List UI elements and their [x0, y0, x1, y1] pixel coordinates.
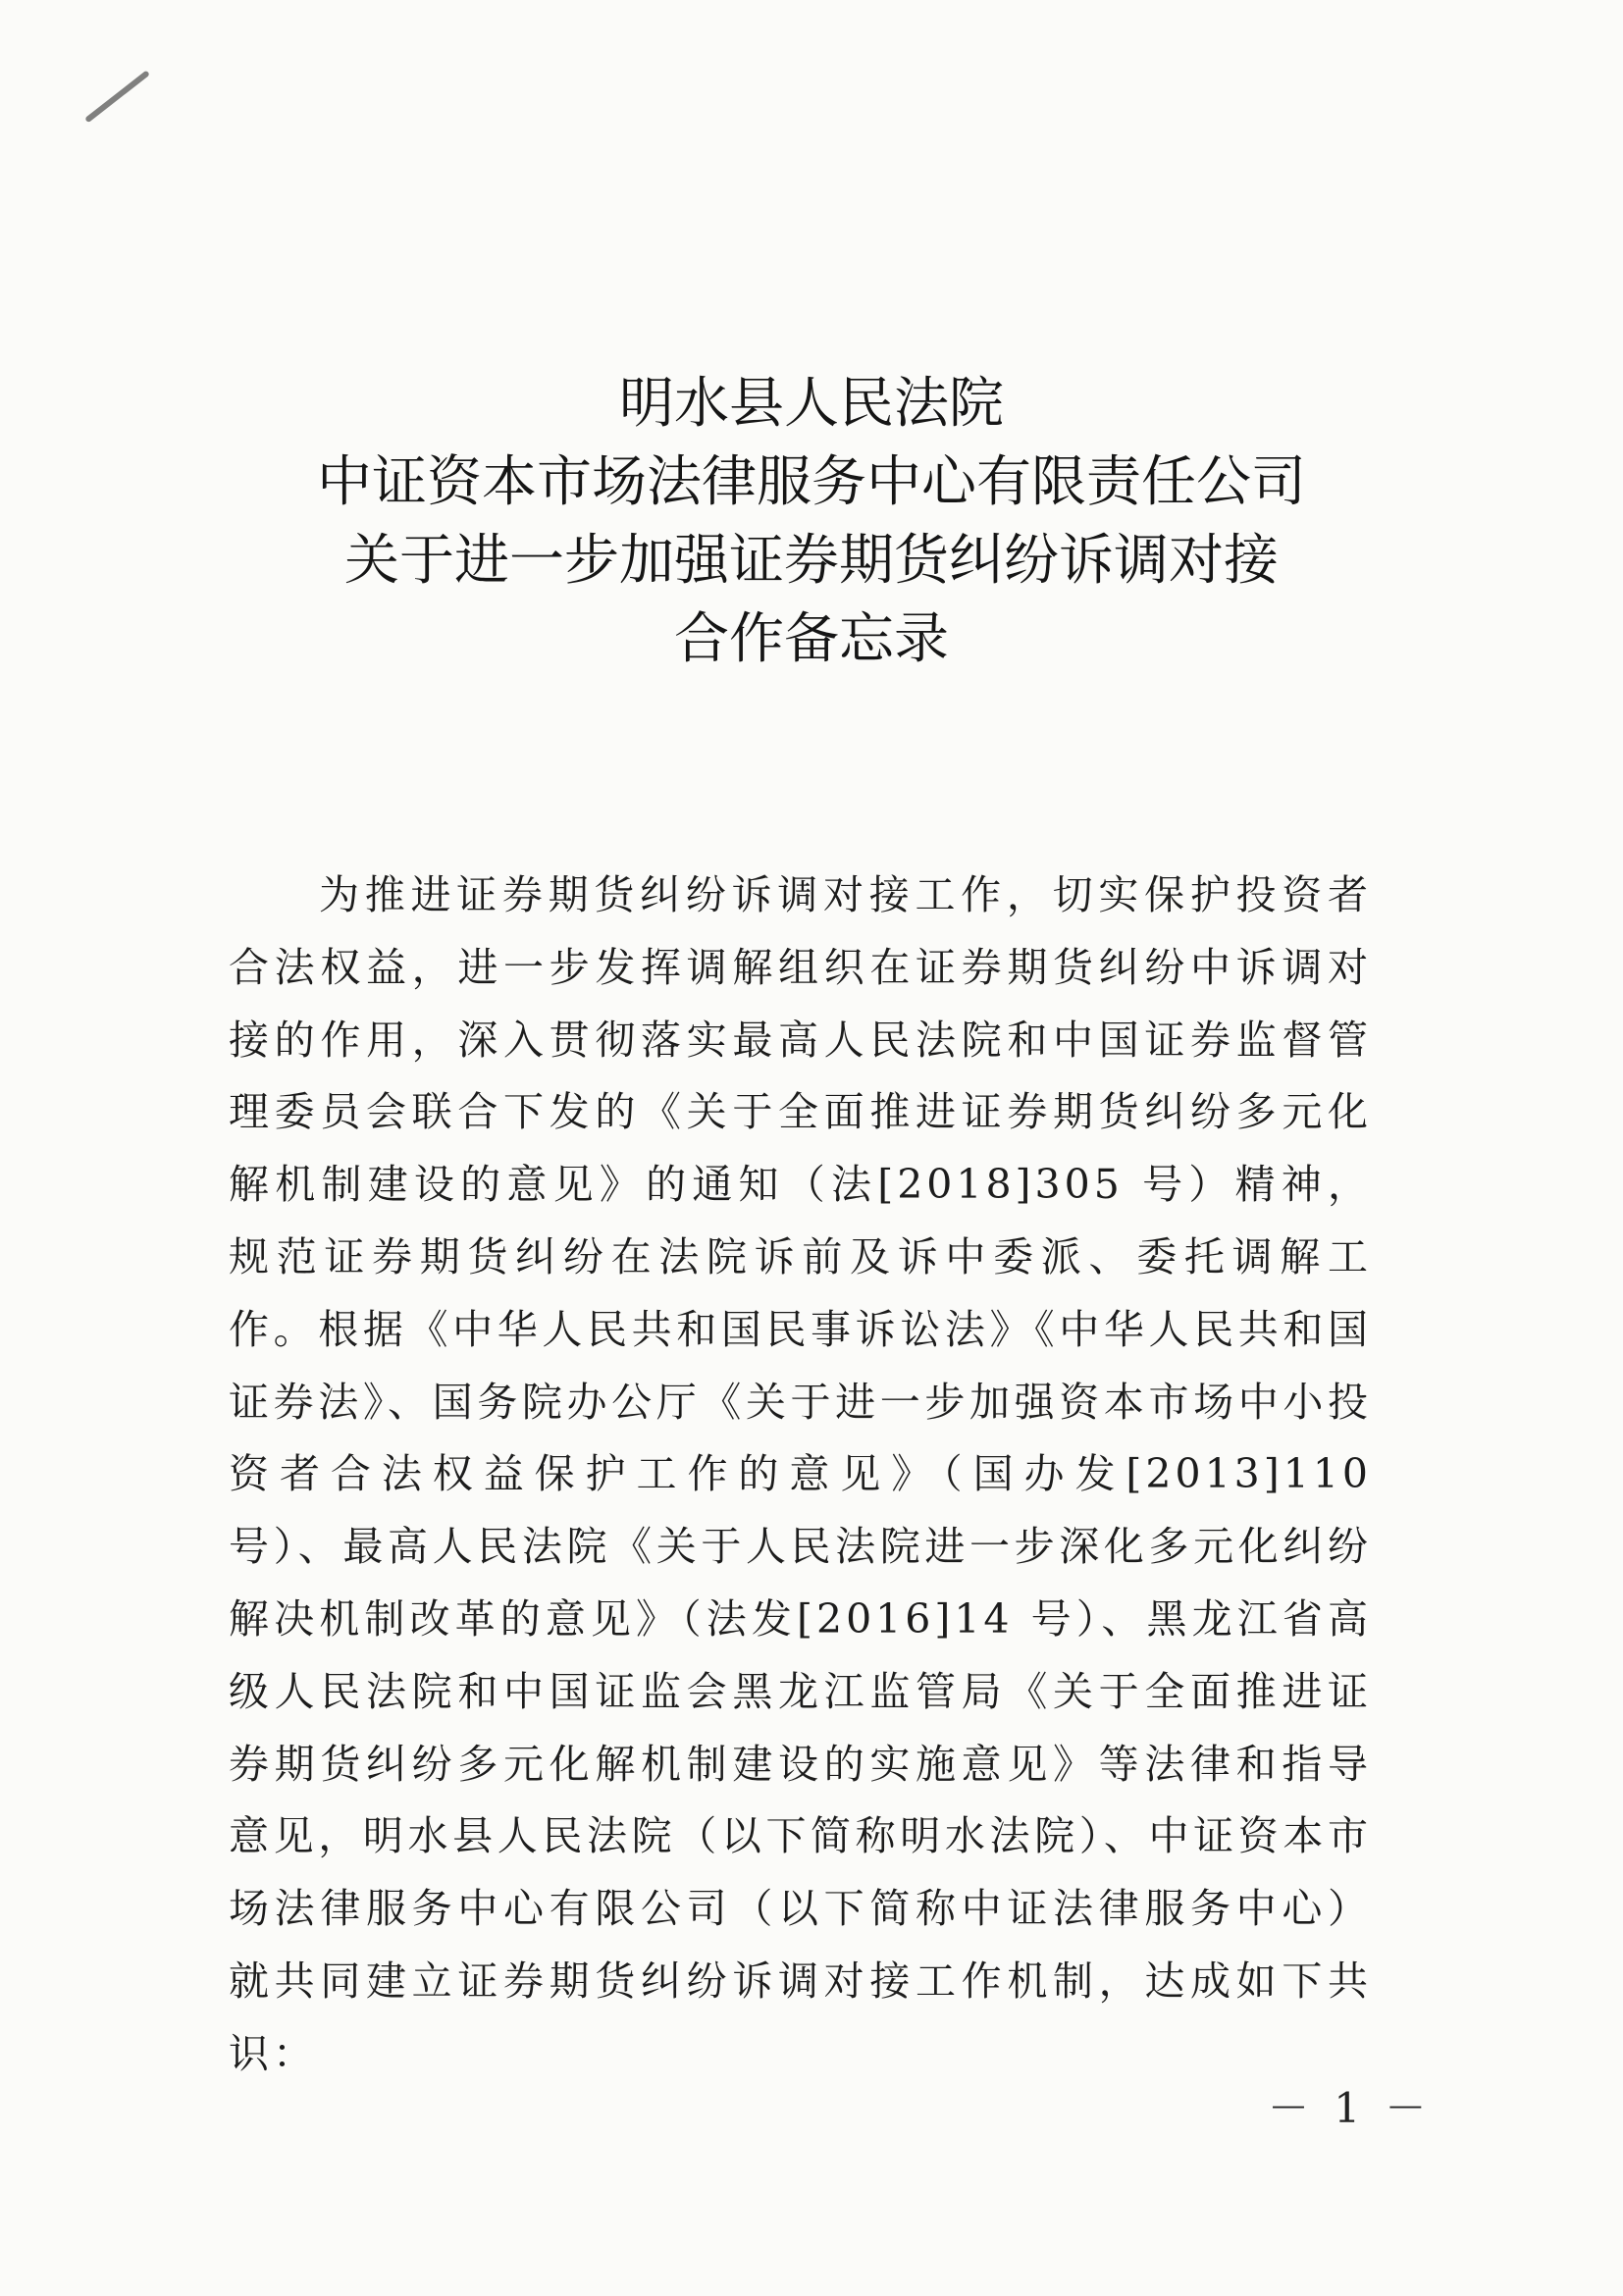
title-line-memo: 合作备忘录	[674, 607, 949, 671]
body-paragraph: 为推进证券期货纠纷诉调对接工作，切实保护投资者合法权益，进一步发挥调解组织在证券期货纠纷中诉调对接的作用，深入贯彻落实最高人民法院和中国证券监督管理委员会联合下发的《关于全面推进证券期货纠纷多元化解机制建设的意见》的通知（法[2018]305 号）精神，规范证券期货纠纷在法院诉前及诉中委派、委托调解工作。根据《中华人民共和国民事诉讼法》《中华人民共和国证券法》、国务院办公厅《关于进一步加强资本市场中小投资者合法权益保护工作的意见》（国办发[2013]110 号）、最高人民法院《关于人民法院进一步深化多元化纠纷解决机制改革的意见》（法发[2016]14 号）、黑龙江省高级人民法院和中国证监会黑龙江监管局《关于全面推进证券期货纠纷多元化解机制建设的实施意见》等法律和指导意见，明水县人民法院（以下简称明水法院）、中证资本市场法律服务中心有限公司（以下简称中证法律服务中心）就共同建立证券期货纠纷诉调对接工作机制，达成如下共识：	[229, 871, 1372, 2077]
scan-artifact-mark	[84, 70, 150, 123]
page-number: － 1 －	[1268, 2084, 1433, 2132]
document-title	[0, 365, 1623, 679]
title-line-court: 明水县人民法院	[619, 372, 1004, 436]
title-line-company: 中证资本市场法律服务中心有限责任公司	[317, 450, 1306, 514]
title-line-subject: 关于进一步加强证券期货纠纷诉调对接	[344, 529, 1279, 593]
